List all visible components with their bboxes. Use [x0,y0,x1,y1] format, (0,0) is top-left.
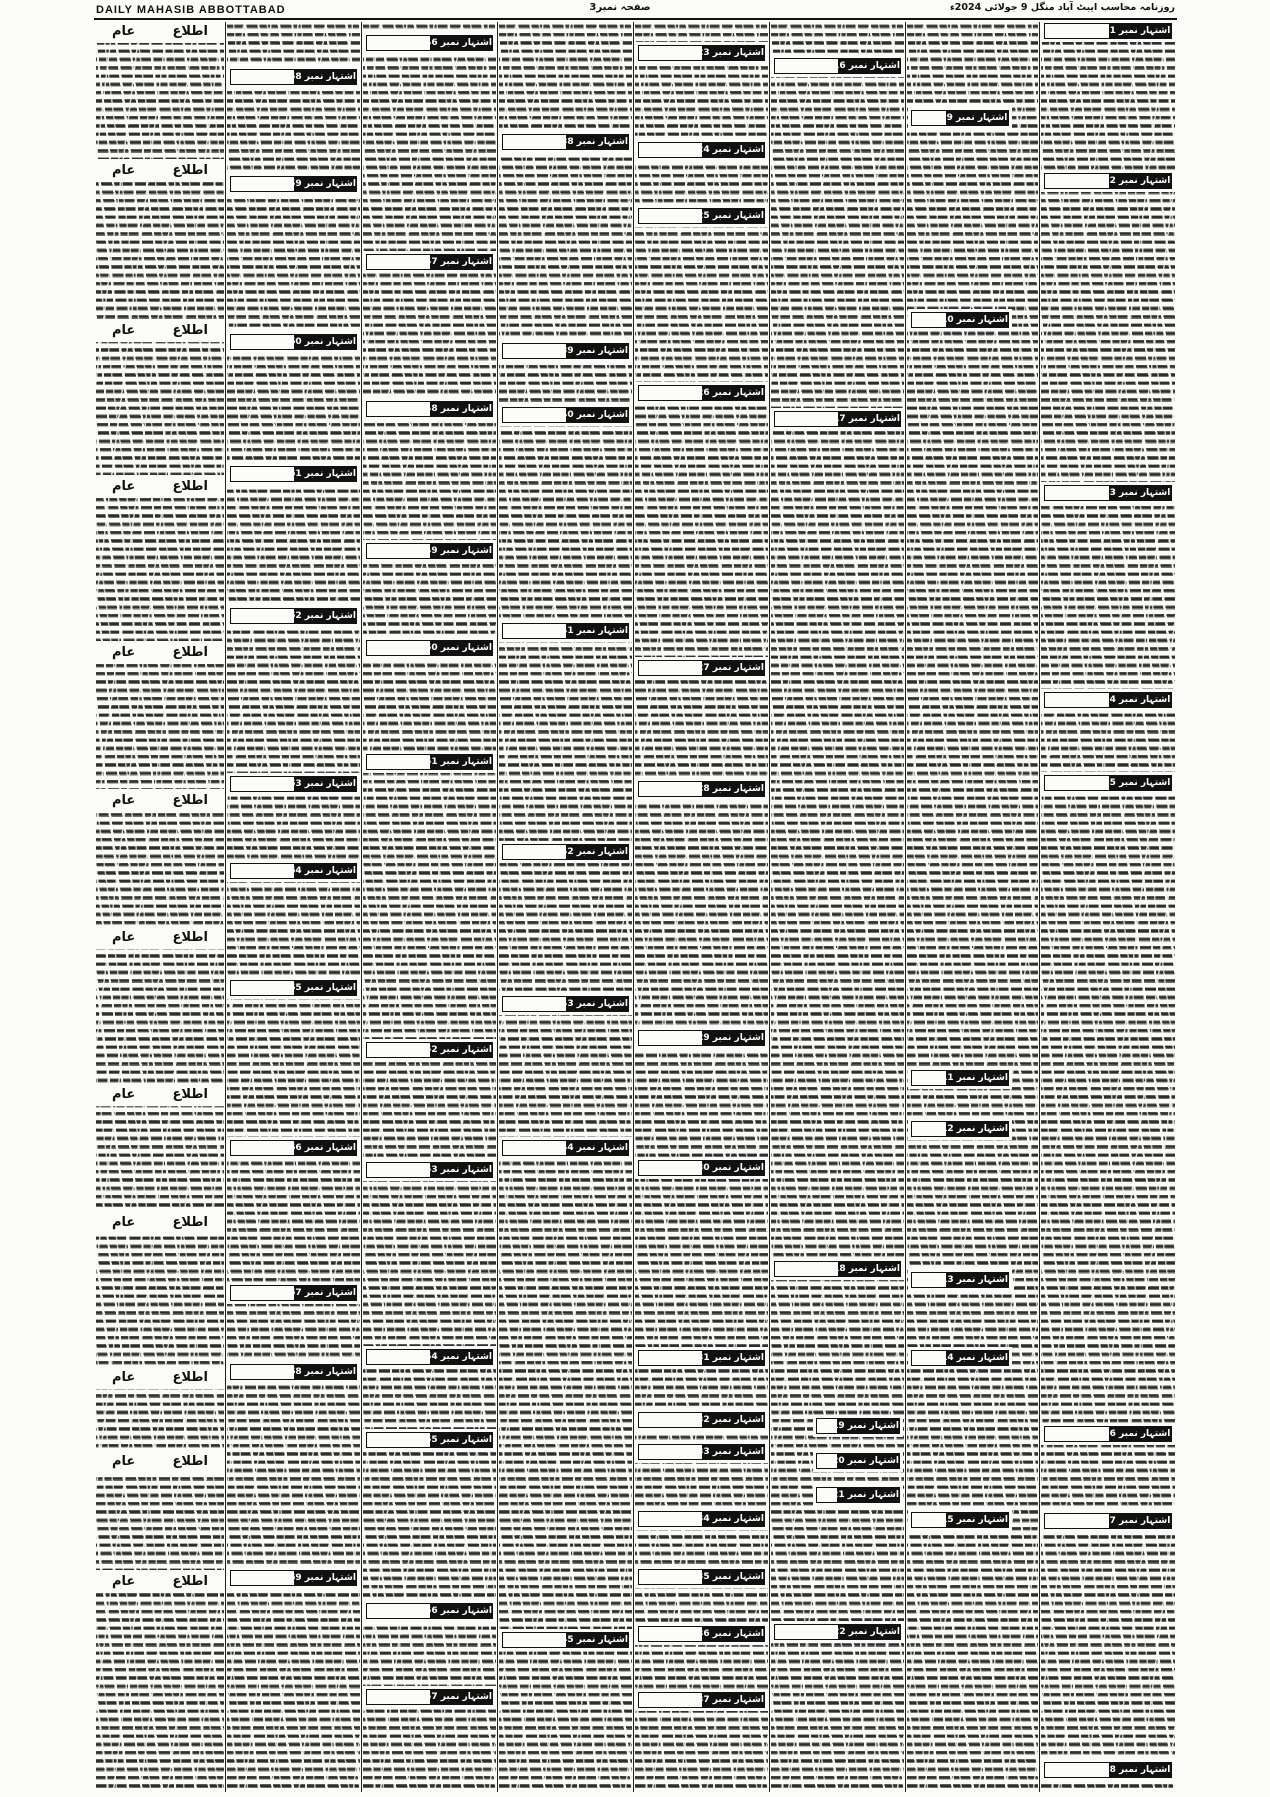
ad-label-22 [774,1624,901,1640]
ad-label-31 [638,1350,765,1366]
column-divider [225,22,226,1792]
ad-label-25 [638,208,765,224]
ad-label-55 [366,1432,493,1448]
ad-number-text: اشتہار نمبر 45 [561,1635,628,1645]
ads-column-2 [907,23,1038,1791]
ad-number-text: اشتہار نمبر 50 [425,643,492,653]
ad-number-text: اشتہار نمبر 18 [833,1264,900,1274]
ad-label-65 [230,980,357,996]
ad-number-text: اشتہار نمبر 20 [832,1456,899,1466]
ad-number-text: اشتہار نمبر 3 [1109,488,1171,498]
ad-number-text: اشتہار نمبر 58 [289,72,356,82]
ad-label-61 [230,466,357,482]
ad-label-48 [366,401,493,417]
ad-number-text: اشتہار نمبر 25 [697,211,764,221]
notice-heading: اطلاع عام [98,162,222,179]
ads-column-5 [499,23,632,1791]
ads-column-6 [363,23,496,1791]
ad-number-text: اشتہار نمبر 15 [941,1515,1008,1525]
ad-number-text: اشتہار نمبر 62 [289,611,356,621]
ad-number-text: اشتہار نمبر 47 [425,257,492,267]
ads-column-3 [771,23,904,1791]
masthead-title: DAILY MAHASIB ABBOTTABAD [96,4,286,16]
ad-label-20 [816,1453,900,1469]
ad-label-47 [366,254,493,270]
ad-label-18 [774,1261,901,1277]
header-rule [94,18,1177,20]
ad-label-43 [502,996,629,1012]
ad-label-4 [1044,692,1172,708]
ad-number-text: اشتہار نمبر 60 [289,337,356,347]
ad-number-text: اشتہار نمبر 23 [697,48,764,58]
column-divider [497,22,498,1792]
ad-number-text: اشتہار نمبر 30 [697,1163,764,1173]
ad-number-text: اشتہار نمبر 21 [832,1490,899,1500]
ad-number-text: اشتہار نمبر 33 [697,1447,764,1457]
column-divider [633,22,634,1792]
ad-number-text: اشتہار نمبر 13 [941,1275,1008,1285]
ads-column-7 [227,23,360,1791]
ad-number-text: اشتہار نمبر 53 [425,1165,492,1175]
ad-number-text: اشتہار نمبر 28 [697,784,764,794]
ad-number-text: اشتہار نمبر 14 [941,1353,1008,1363]
ad-label-24 [638,142,765,158]
ad-label-45 [502,1632,629,1648]
ad-number-text: اشتہار نمبر 54 [425,1352,492,1362]
ad-label-27 [638,660,765,676]
ad-number-text: اشتہار نمبر 57 [425,1692,492,1702]
ad-label-51 [366,754,493,770]
ad-number-text: اشتہار نمبر 55 [425,1435,492,1445]
ad-number-text: اشتہار نمبر 40 [561,410,628,420]
ad-number-text: اشتہار نمبر 56 [425,1606,492,1616]
ad-label-12 [911,1121,1009,1137]
ad-label-29 [638,1030,765,1046]
ad-label-33 [638,1444,765,1460]
ad-label-66 [230,1140,357,1156]
ad-label-60 [230,334,357,350]
ad-label-9 [911,110,1009,126]
ad-label-1 [1044,23,1172,39]
ad-number-text: اشتہار نمبر 67 [289,1288,356,1298]
ad-label-38 [502,134,629,150]
public-notices-column [96,23,224,1791]
ad-number-text: اشتہار نمبر 65 [289,983,356,993]
ads-column-4 [635,23,768,1791]
ad-label-11 [911,1070,1009,1086]
ad-label-28 [638,781,765,797]
ad-label-37 [638,1692,765,1708]
ad-label-14 [911,1350,1009,1366]
ad-label-23 [638,45,765,61]
ad-number-text: اشتہار نمبر 6 [1109,1429,1171,1439]
ad-label-53 [366,1162,493,1178]
column-divider [905,22,906,1792]
ad-number-text: اشتہار نمبر 39 [561,346,628,356]
ad-number-text: اشتہار نمبر 35 [697,1572,764,1582]
notice-heading: اطلاع عام [98,1214,222,1231]
ad-label-42 [502,844,629,860]
page-number: صفحہ نمبر3 [589,2,651,13]
ad-number-text: اشتہار نمبر 61 [289,469,356,479]
ad-label-62 [230,608,357,624]
ad-number-text: اشتہار نمبر 8 [1109,1765,1171,1775]
ad-label-69 [230,1570,357,1586]
ad-label-58 [230,69,357,85]
ad-label-46 [366,35,493,51]
dateline: روزنامہ محاسب ایبٹ آباد منگل 9 جولائی 2024ء [949,2,1175,13]
ad-label-50 [366,640,493,656]
ads-column-1 [1041,23,1175,1791]
ad-number-text: اشتہار نمبر 52 [425,1045,492,1055]
column-divider [361,22,362,1792]
ad-number-text: اشتہار نمبر 38 [561,137,628,147]
notice-heading: اطلاع عام [98,1086,222,1103]
notice-heading: اطلاع عام [98,1573,222,1590]
notice-heading: اطلاع عام [98,929,222,946]
ad-number-text: اشتہار نمبر 19 [832,1421,899,1431]
ad-number-text: اشتہار نمبر 42 [561,847,628,857]
ad-label-8 [1044,1762,1172,1778]
ad-label-44 [502,1140,629,1156]
ad-number-text: اشتہار نمبر 43 [561,999,628,1009]
ad-number-text: اشتہار نمبر 2 [1109,176,1171,186]
ad-label-41 [502,623,629,639]
ad-label-54 [366,1349,493,1365]
ad-label-64 [230,863,357,879]
ad-label-59 [230,176,357,192]
ad-number-text: اشتہار نمبر 46 [425,38,492,48]
ad-number-text: اشتہار نمبر 17 [833,414,900,424]
ad-label-34 [638,1511,765,1527]
ad-label-21 [816,1487,900,1503]
ad-number-text: اشتہار نمبر 37 [697,1695,764,1705]
ad-number-text: اشتہار نمبر 48 [425,404,492,414]
ad-label-15 [911,1512,1009,1528]
ad-number-text: اشتہار نمبر 24 [697,145,764,155]
ad-label-19 [816,1418,900,1434]
ad-number-text: اشتہار نمبر 9 [946,113,1008,123]
ad-label-57 [366,1689,493,1705]
ad-number-text: اشتہار نمبر 16 [833,61,900,71]
ad-number-text: اشتہار نمبر 26 [697,388,764,398]
ad-number-text: اشتہار نمبر 41 [561,626,628,636]
ad-number-text: اشتہار نمبر 5 [1109,778,1171,788]
ad-number-text: اشتہار نمبر 69 [289,1573,356,1583]
ad-number-text: اشتہار نمبر 4 [1109,695,1171,705]
ad-number-text: اشتہار نمبر 7 [1109,1516,1171,1526]
ad-number-text: اشتہار نمبر 11 [941,1073,1008,1083]
ad-label-3 [1044,485,1172,501]
column-divider [769,22,770,1792]
ad-label-2 [1044,173,1172,189]
ad-label-68 [230,1364,357,1380]
ad-number-text: اشتہار نمبر 29 [697,1033,764,1043]
ad-number-text: اشتہار نمبر 51 [425,757,492,767]
ad-number-text: اشتہار نمبر 34 [697,1514,764,1524]
ad-label-35 [638,1569,765,1585]
ad-number-text: اشتہار نمبر 36 [697,1629,764,1639]
ad-number-text: اشتہار نمبر 63 [289,779,356,789]
ad-label-16 [774,58,901,74]
ad-label-63 [230,776,357,792]
ad-number-text: اشتہار نمبر 44 [561,1143,628,1153]
ad-number-text: اشتہار نمبر 31 [697,1353,764,1363]
ad-number-text: اشتہار نمبر 59 [289,179,356,189]
ad-number-text: اشتہار نمبر 12 [941,1124,1008,1134]
ad-label-7 [1044,1513,1172,1529]
ad-label-17 [774,411,901,427]
ad-label-6 [1044,1426,1172,1442]
ad-label-40 [502,407,629,423]
ad-label-56 [366,1603,493,1619]
ad-label-39 [502,343,629,359]
ad-label-10 [911,312,1009,328]
ad-label-67 [230,1285,357,1301]
ad-number-text: اشتہار نمبر 10 [941,315,1008,325]
ad-number-text: اشتہار نمبر 66 [289,1143,356,1153]
notice-heading: اطلاع عام [98,478,222,495]
ad-number-text: اشتہار نمبر 27 [697,663,764,673]
notice-heading: اطلاع عام [98,23,222,40]
notice-heading: اطلاع عام [98,1369,222,1386]
ad-number-text: اشتہار نمبر 32 [697,1415,764,1425]
ad-label-52 [366,1042,493,1058]
notice-heading: اطلاع عام [98,792,222,809]
ad-label-26 [638,385,765,401]
ad-label-49 [366,543,493,559]
column-divider [1039,22,1040,1792]
ad-label-13 [911,1272,1009,1288]
ad-number-text: اشتہار نمبر 68 [289,1367,356,1377]
notice-heading: اطلاع عام [98,322,222,339]
ad-label-5 [1044,775,1172,791]
ad-label-36 [638,1626,765,1642]
ad-label-32 [638,1412,765,1428]
ad-number-text: اشتہار نمبر 49 [425,546,492,556]
notice-heading: اطلاع عام [98,1453,222,1470]
ad-number-text: اشتہار نمبر 1 [1109,26,1171,36]
ad-label-30 [638,1160,765,1176]
notice-heading: اطلاع عام [98,644,222,661]
ad-number-text: اشتہار نمبر 64 [289,866,356,876]
ad-number-text: اشتہار نمبر 22 [833,1627,900,1637]
